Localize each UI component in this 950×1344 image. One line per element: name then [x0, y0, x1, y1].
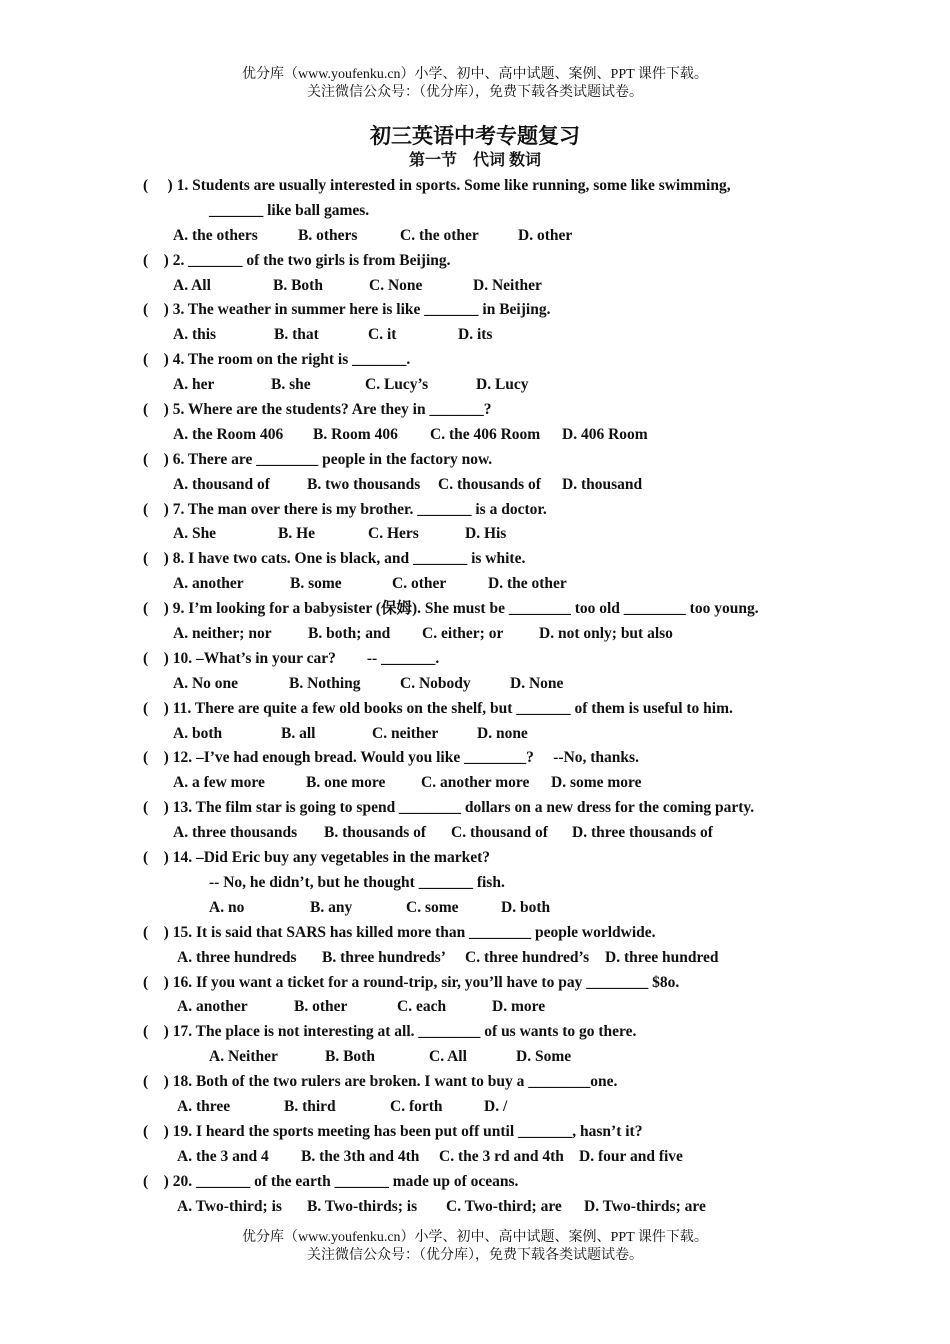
option-a: A. the Room 406 [173, 425, 284, 443]
option-b: B. Both [273, 276, 323, 294]
question-stem: ( ) 16. If you want a ticket for a round-trip, sir, you’ll have to pay ________ $8o. [143, 973, 680, 991]
option-b: B. both; and [308, 625, 391, 643]
question-stem: ( ) 20. _______ of the earth _______ made up of oceans. [143, 1172, 519, 1190]
option-a: A. another [177, 998, 248, 1016]
option-c: C. the 406 Room [430, 425, 541, 443]
option-a: A. All [173, 276, 211, 294]
question-options [143, 1095, 808, 1120]
question-list [143, 174, 808, 1219]
option-a: A. Two-third; is [177, 1197, 282, 1215]
question-stem: ( ) 6. There are ________ people in the factory now. [143, 450, 493, 468]
option-a: A. thousand of [173, 475, 270, 493]
option-b: B. thousands of [324, 824, 427, 842]
question-stem: ( ) 2. _______ of the two girls is from Beijing. [143, 251, 451, 269]
option-d: D. Neither [473, 276, 542, 294]
question-continuation: -- No, he didn’t, but he thought _______ fish. [209, 873, 505, 891]
question-options [143, 522, 808, 547]
page-header [0, 66, 950, 102]
option-b: B. Nothing [289, 674, 361, 692]
question-options [143, 423, 808, 448]
option-a: A. three hundreds [177, 948, 297, 966]
option-d: D. other [518, 226, 573, 244]
option-d: D. / [484, 1097, 508, 1115]
option-d: D. Some [516, 1048, 572, 1066]
option-d: D. some more [551, 774, 642, 792]
page-footer [0, 1229, 950, 1265]
option-d: D. None [510, 674, 564, 692]
option-c: C. Nobody [400, 674, 471, 692]
question-options [143, 622, 808, 647]
option-a: A. no [209, 898, 245, 916]
question-stem: ( ) 9. I’m looking for a babysister (保姆). She must be ________ too old ________ too young. [143, 600, 759, 618]
option-c: C. three hundred’s [465, 948, 590, 966]
option-c: C. other [392, 575, 447, 593]
option-c: C. None [369, 276, 423, 294]
section-subtitle: 第一节 代词 数词 [408, 152, 541, 169]
question-stem: ( ) 14. –Did Eric buy any vegetables in the market? [143, 849, 491, 867]
question-options [143, 1045, 808, 1070]
option-b: B. others [298, 226, 358, 244]
question-options [143, 771, 808, 796]
question-stem [143, 174, 808, 199]
option-a: A. this [173, 326, 217, 344]
option-d: D. its [458, 326, 493, 344]
option-c: C. each [397, 998, 447, 1016]
header-line-2: 关注微信公众号：（优分库），免费下载各类试题试卷。 [307, 85, 643, 100]
option-b: B. all [281, 724, 316, 742]
option-c: C. some [406, 898, 459, 916]
option-a: A. neither; nor [173, 625, 272, 643]
question-stem: ( ) 15. It is said that SARS has killed more than ________ people worldwide. [143, 923, 656, 941]
option-a: A. both [173, 724, 223, 742]
option-b: B. Two-thirds; is [307, 1197, 418, 1215]
question-stem: ( ) 17. The place is not interesting at all. ________ of us wants to go there. [143, 1023, 637, 1041]
option-c: C. the other [400, 226, 479, 244]
question-continuation: _______ like ball games. [209, 201, 370, 219]
question-stem: ( ) 13. The film star is going to spend ________ dollars on a new dress for the coming party. [143, 799, 755, 817]
question-options [143, 821, 808, 846]
option-d: D. His [465, 525, 507, 543]
question-stem: ( ) 3. The weather in summer here is like _______ in Beijing. [143, 301, 551, 319]
option-d: D. more [492, 998, 546, 1016]
option-a: A. She [173, 525, 217, 543]
option-b: B. any [310, 898, 353, 916]
question-options [143, 224, 808, 249]
question-options [143, 946, 808, 971]
question-options [143, 1145, 808, 1170]
option-a: A. another [173, 575, 244, 593]
option-b: B. Both [325, 1048, 375, 1066]
option-d: D. 406 Room [562, 425, 648, 443]
option-b: B. she [271, 376, 311, 394]
option-b: B. third [284, 1097, 336, 1115]
option-a: A. the 3 and 4 [177, 1147, 269, 1165]
question-stem: ( ) 11. There are quite a few old books on the shelf, but _______ of them is useful to him. [143, 699, 733, 717]
question-options [143, 473, 808, 498]
option-d: D. both [501, 898, 551, 916]
option-d: D. Two-thirds; are [584, 1197, 706, 1215]
option-a: A. No one [173, 674, 239, 692]
q1-stem-part: ( ) 1. Students are usually interested in sports. Some like running, some like swimming, [143, 177, 731, 194]
option-c: C. another more [421, 774, 530, 792]
question-options [143, 323, 808, 348]
page-title: 初三英语中考专题复习 [370, 124, 580, 148]
option-c: C. Hers [368, 525, 419, 543]
option-b: B. one more [306, 774, 386, 792]
option-c: C. All [429, 1048, 467, 1066]
question-stem: ( ) 4. The room on the right is _______. [143, 351, 411, 369]
option-c: C. it [368, 326, 397, 344]
option-b: B. three hundreds’ [322, 948, 446, 966]
option-b: B. two thousands [307, 475, 421, 493]
question-stem: ( ) 8. I have two cats. One is black, and _______ is white. [143, 550, 526, 568]
question-options [143, 274, 808, 299]
header-line-1: 优分库（www.youfenku.cn）小学、初中、高中试题、案例、PPT 课件下载。 [242, 67, 708, 82]
question-stem: ( ) 19. I heard the sports meeting has been put off until _______, hasn’t it? [143, 1122, 643, 1140]
question-stem: ( ) 7. The man over there is my brother. _______ is a doctor. [143, 500, 547, 518]
option-b: B. that [274, 326, 319, 344]
question-options [143, 1195, 808, 1220]
option-d: D. three hundred [605, 948, 719, 966]
question-options [143, 896, 808, 921]
option-d: D. three thousands of [572, 824, 713, 842]
option-c: C. Lucy’s [365, 376, 429, 394]
question-options [143, 995, 808, 1020]
question-options [143, 672, 808, 697]
question-options [143, 572, 808, 597]
question-stem: ( ) 12. –I’ve had enough bread. Would you like ________? --No, thanks. [143, 749, 639, 767]
option-a: A. a few more [173, 774, 265, 792]
footer-line-1: 优分库（www.youfenku.cn）小学、初中、高中试题、案例、PPT 课件下载。 [242, 1230, 708, 1245]
question-options [143, 722, 808, 747]
option-d: D. Lucy [476, 376, 529, 394]
footer-line-2: 关注微信公众号：（优分库），免费下载各类试题试卷。 [307, 1248, 643, 1263]
option-a: A. the others [173, 226, 258, 244]
question-stem: ( ) 5. Where are the students? Are they in _______? [143, 401, 492, 419]
question-options [143, 373, 808, 398]
option-c: C. thousands of [438, 475, 541, 493]
option-b: B. other [294, 998, 348, 1016]
option-b: B. Room 406 [313, 425, 398, 443]
option-a: A. her [173, 376, 215, 394]
option-b: B. the 3th and 4th [301, 1147, 420, 1165]
option-d: D. not only; but also [539, 625, 673, 643]
option-d: D. none [477, 724, 528, 742]
option-d: D. four and five [579, 1147, 683, 1165]
option-c: C. forth [390, 1097, 443, 1115]
question-stem: ( ) 18. Both of the two rulers are broken. I want to buy a ________one. [143, 1073, 618, 1091]
option-c: C. neither [372, 724, 439, 742]
option-a: A. Neither [209, 1048, 278, 1066]
option-d: D. the other [488, 575, 567, 593]
option-a: A. three [177, 1097, 231, 1115]
option-b: B. He [278, 525, 316, 543]
option-c: C. thousand of [451, 824, 548, 842]
question-stem: ( ) 10. –What’s in your car? -- _______. [143, 649, 440, 667]
option-c: C. Two-third; are [446, 1197, 562, 1215]
option-d: D. thousand [562, 475, 643, 493]
option-b: B. some [290, 575, 342, 593]
option-c: C. either; or [422, 625, 504, 643]
option-a: A. three thousands [173, 824, 298, 842]
option-c: C. the 3 rd and 4th [439, 1147, 564, 1165]
